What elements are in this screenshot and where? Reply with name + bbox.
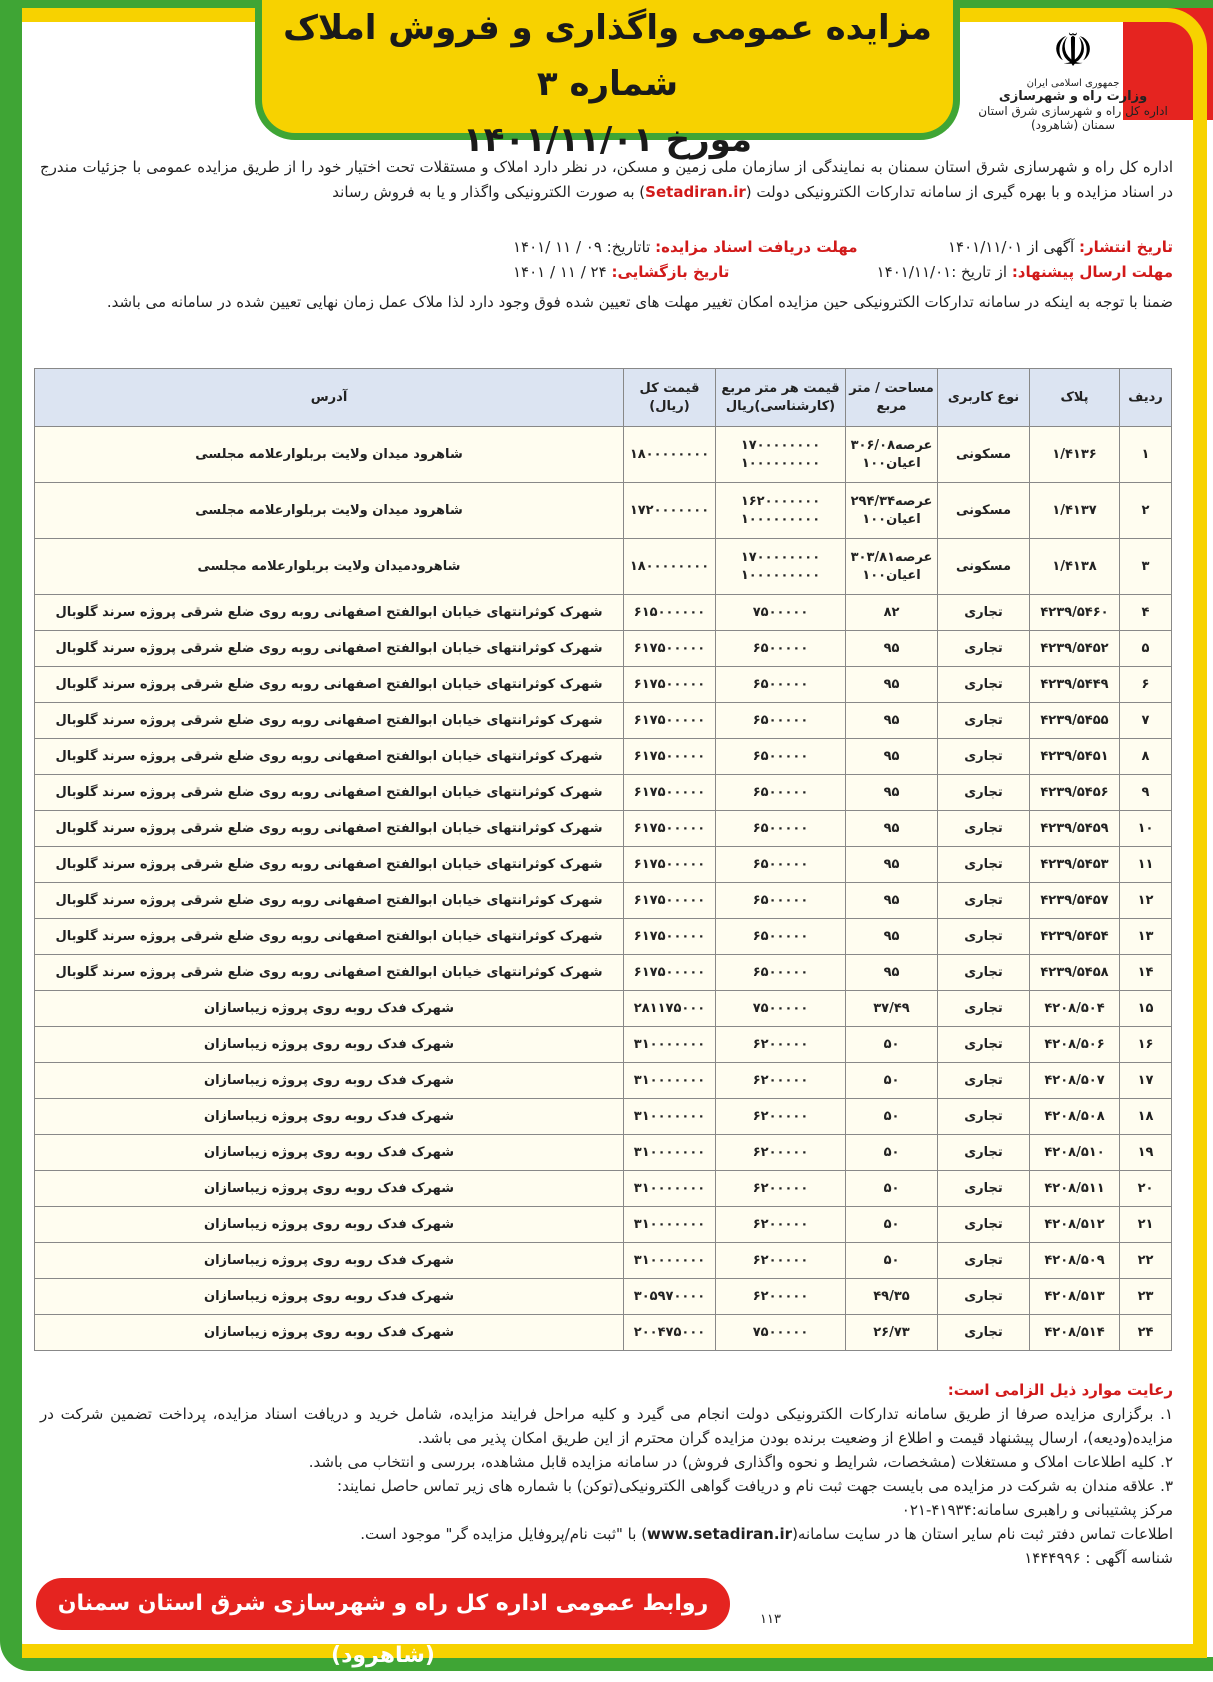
table-cell: ۱۶۲۰۰۰۰۰۰۰ ۱۰۰۰۰۰۰۰۰۰ [716, 483, 846, 539]
table-cell: شهرک کوثرانتهای خیابان ابوالفتح اصفهانی روبه روی ضلع شرقی پروژه سرند گلوبال [35, 667, 624, 703]
open-value: ۲۴ / ۱۱ / ۱۴۰۱ [513, 263, 612, 281]
table-cell: ۶۱۷۵۰۰۰۰۰ [624, 919, 716, 955]
table-cell: ۶۱۷۵۰۰۰۰۰ [624, 811, 716, 847]
table-cell: ۶۲۰۰۰۰۰ [716, 1207, 846, 1243]
table-cell: شهرک فدک روبه روی پروژه زیباسازان [35, 1243, 624, 1279]
table-cell: ۴۲۳۹/۵۴۵۵ [1030, 703, 1120, 739]
table-cell: ۶۱۷۵۰۰۰۰۰ [624, 847, 716, 883]
table-cell: ۱۹ [1120, 1135, 1172, 1171]
table-cell: ۶۵۰۰۰۰۰ [716, 631, 846, 667]
table-cell: ۹۵ [846, 775, 938, 811]
table-cell: ۲۱ [1120, 1207, 1172, 1243]
table-cell: ۳۱۰۰۰۰۰۰۰ [624, 1135, 716, 1171]
table-row [35, 631, 1172, 667]
table-cell: تجاری [938, 1027, 1030, 1063]
table-cell: ۷۵۰۰۰۰۰ [716, 595, 846, 631]
column-header: پلاک [1030, 369, 1120, 427]
open-label: تاریخ بازگشایی: [611, 263, 730, 281]
table-cell: شهرک فدک روبه روی پروژه زیباسازان [35, 1135, 624, 1171]
notes-block [40, 1378, 1173, 1570]
table-cell: ۹۵ [846, 667, 938, 703]
table-cell: ۲۰۰۴۷۵۰۰۰ [624, 1315, 716, 1351]
table-cell: ۹۵ [846, 703, 938, 739]
table-cell: ۷۵۰۰۰۰۰ [716, 991, 846, 1027]
table-cell: ۴۲۰۸/۵۱۰ [1030, 1135, 1120, 1171]
table-cell: عرصه۳۰۶/۰۸ اعیان۱۰۰ [846, 427, 938, 483]
table-cell: ۱۷۰۰۰۰۰۰۰۰ ۱۰۰۰۰۰۰۰۰۰ [716, 539, 846, 595]
table-cell: ۶۲۰۰۰۰۰ [716, 1099, 846, 1135]
table-cell: ۶۱۷۵۰۰۰۰۰ [624, 955, 716, 991]
table-cell: ۶۱۷۵۰۰۰۰۰ [624, 703, 716, 739]
table-cell: ۶۱۵۰۰۰۰۰۰ [624, 595, 716, 631]
table-cell: ۶۵۰۰۰۰۰ [716, 883, 846, 919]
table-cell: ۶۱۷۵۰۰۰۰۰ [624, 631, 716, 667]
table-cell: شهرک کوثرانتهای خیابان ابوالفتح اصفهانی روبه روی ضلع شرقی پروژه سرند گلوبال [35, 631, 624, 667]
ministry-logo [973, 22, 1173, 132]
table-cell: ۵۰ [846, 1207, 938, 1243]
table-row [35, 1099, 1172, 1135]
table-row [35, 1315, 1172, 1351]
table-cell: شهرک کوثرانتهای خیابان ابوالفتح اصفهانی روبه روی ضلع شرقی پروژه سرند گلوبال [35, 847, 624, 883]
table-cell: ۵۰ [846, 1135, 938, 1171]
table-cell: ۱/۴۱۳۶ [1030, 427, 1120, 483]
intro-text-a: اداره کل راه و شهرسازی شرق استان سمنان به نمایندگی از سازمان ملی زمین و مسکن، در نظر دارد املاک و مستقلات تحت اختیار خود را از طریق مزایده عمومی با جزئیات مندرج در اسناد مزایده و با بهره گیری از سامانه تدارکات الکترونیکی دولت ( [40, 158, 1173, 201]
table-cell: ۳۰۵۹۷۰۰۰۰ [624, 1279, 716, 1315]
table-cell: شهرک کوثرانتهای خیابان ابوالفتح اصفهانی روبه روی ضلع شرقی پروژه سرند گلوبال [35, 703, 624, 739]
table-row [35, 1243, 1172, 1279]
table-cell: ۲۴ [1120, 1315, 1172, 1351]
table-cell: ۶۵۰۰۰۰۰ [716, 667, 846, 703]
setadiran-www-link[interactable]: www.setadiran.ir [647, 1525, 793, 1543]
column-header: نوع کاربری [938, 369, 1030, 427]
table-row [35, 775, 1172, 811]
public-relations-banner: روابط عمومی اداره کل راه و شهرسازی شرق استان سمنان (شاهرود) [36, 1578, 730, 1630]
table-cell: شهرک کوثرانتهای خیابان ابوالفتح اصفهانی روبه روی ضلع شرقی پروژه سرند گلوبال [35, 595, 624, 631]
table-cell: ۶۲۰۰۰۰۰ [716, 1135, 846, 1171]
table-row [35, 883, 1172, 919]
table-cell: ۴۲۰۸/۵۱۱ [1030, 1171, 1120, 1207]
table-cell: ۶۵۰۰۰۰۰ [716, 811, 846, 847]
table-cell: تجاری [938, 811, 1030, 847]
table-cell: ۱۲ [1120, 883, 1172, 919]
table-cell: ۱۸۰۰۰۰۰۰۰۰ [624, 539, 716, 595]
table-row [35, 483, 1172, 539]
table-cell: شهرک فدک روبه روی پروژه زیباسازان [35, 1207, 624, 1243]
table-cell: ۴۲۰۸/۵۱۳ [1030, 1279, 1120, 1315]
title-line-2: مورخ ۱۴۰۱/۱۱/۰۱ [462, 120, 753, 160]
publish-label: تاریخ انتشار: [1079, 238, 1173, 256]
table-cell: ۹۵ [846, 955, 938, 991]
table-cell: ۹۵ [846, 631, 938, 667]
table-row [35, 427, 1172, 483]
column-header: قیمت کل (ریال) [624, 369, 716, 427]
column-header: آدرس [35, 369, 624, 427]
table-row [35, 1279, 1172, 1315]
table-cell: مسکونی [938, 483, 1030, 539]
table-row [35, 991, 1172, 1027]
table-cell: شهرک فدک روبه روی پروژه زیباسازان [35, 1027, 624, 1063]
table-cell: ۶۲۰۰۰۰۰ [716, 1027, 846, 1063]
table-cell: ۶۵۰۰۰۰۰ [716, 739, 846, 775]
table-cell: ۲۲ [1120, 1243, 1172, 1279]
table-cell: عرصه۲۹۴/۳۴ اعیان۱۰۰ [846, 483, 938, 539]
table-cell: ۵۰ [846, 1099, 938, 1135]
table-cell: ۵ [1120, 631, 1172, 667]
intro-text-b: ) به صورت الکترونیکی واگذار و یا به فروش رساند [332, 183, 646, 201]
page-number: ۱۱۳ [760, 1612, 781, 1627]
table-cell: ۴۲۰۸/۵۰۶ [1030, 1027, 1120, 1063]
table-cell: ۱۵ [1120, 991, 1172, 1027]
table-cell: ۶۱۷۵۰۰۰۰۰ [624, 667, 716, 703]
table-cell: مسکونی [938, 539, 1030, 595]
table-row [35, 1063, 1172, 1099]
table-cell: ۹۵ [846, 919, 938, 955]
table-cell: ۹۵ [846, 847, 938, 883]
column-header: ردیف [1120, 369, 1172, 427]
table-cell: ۱/۴۱۳۸ [1030, 539, 1120, 595]
table-cell: ۶۱۷۵۰۰۰۰۰ [624, 739, 716, 775]
table-cell: ۴۲۰۸/۵۱۴ [1030, 1315, 1120, 1351]
table-cell: ۴۲۳۹/۵۴۵۲ [1030, 631, 1120, 667]
table-cell: ۸ [1120, 739, 1172, 775]
table-cell: شهرک فدک روبه روی پروژه زیباسازان [35, 1063, 624, 1099]
support-phone: مرکز پشتیبانی و راهبری سامانه:۴۱۹۳۴-۰۲۱ [901, 1501, 1173, 1519]
table-cell: ۲ [1120, 483, 1172, 539]
table-cell: ۱۷۲۰۰۰۰۰۰۰ [624, 483, 716, 539]
table-cell: تجاری [938, 703, 1030, 739]
table-cell: ۹۵ [846, 811, 938, 847]
send-label: مهلت ارسال پیشنهاد: [1011, 263, 1173, 281]
properties-table [34, 368, 1172, 1351]
column-header: قیمت هر متر مربع (کارشناسی)ریال [716, 369, 846, 427]
title-box [255, 0, 960, 160]
table-cell: ۴۲۰۸/۵۰۸ [1030, 1099, 1120, 1135]
table-row [35, 1135, 1172, 1171]
table-row [35, 919, 1172, 955]
table-cell: ۳۱۰۰۰۰۰۰۰ [624, 1171, 716, 1207]
table-cell: شهرک فدک روبه روی پروژه زیباسازان [35, 1099, 624, 1135]
table-row [35, 595, 1172, 631]
table-cell: ۴۲۳۹/۵۴۵۱ [1030, 739, 1120, 775]
table-cell: ۴۲۳۹/۵۴۵۷ [1030, 883, 1120, 919]
table-cell: شهرک فدک روبه روی پروژه زیباسازان [35, 1315, 624, 1351]
table-cell: تجاری [938, 883, 1030, 919]
publish-value: آگهی از ۱۴۰۱/۱۱/۰۱ [947, 238, 1079, 256]
table-cell: تجاری [938, 991, 1030, 1027]
table-cell: تجاری [938, 775, 1030, 811]
table-cell: مسکونی [938, 427, 1030, 483]
table-cell: شهرک فدک روبه روی پروژه زیباسازان [35, 1279, 624, 1315]
table-cell: ۳ [1120, 539, 1172, 595]
intro-paragraph [40, 155, 1173, 205]
table-cell: ۱ [1120, 427, 1172, 483]
table-cell: ۴۲۰۸/۵۰۴ [1030, 991, 1120, 1027]
table-row [35, 955, 1172, 991]
docs-value: تاتاریخ: ۰۹ / ۱۱ /۱۴۰۱ [513, 238, 656, 256]
table-cell: شاهرود میدان ولایت بربلوارعلامه مجلسی [35, 483, 624, 539]
table-cell: تجاری [938, 919, 1030, 955]
table-cell: ۶ [1120, 667, 1172, 703]
table-cell: تجاری [938, 631, 1030, 667]
table-cell: شاهرودمیدان ولایت بربلوارعلامه مجلسی [35, 539, 624, 595]
table-cell: ۳۱۰۰۰۰۰۰۰ [624, 1243, 716, 1279]
table-cell: تجاری [938, 595, 1030, 631]
table-cell: ۶۵۰۰۰۰۰ [716, 955, 846, 991]
table-cell: ۱۸ [1120, 1099, 1172, 1135]
table-cell: ۵۰ [846, 1171, 938, 1207]
table-cell: ۱۸۰۰۰۰۰۰۰۰ [624, 427, 716, 483]
table-cell: ۶۱۷۵۰۰۰۰۰ [624, 883, 716, 919]
table-cell: تجاری [938, 847, 1030, 883]
table-cell: تجاری [938, 955, 1030, 991]
table-cell: شهرک فدک روبه روی پروژه زیباسازان [35, 1171, 624, 1207]
table-cell: ۴۲۳۹/۵۴۵۴ [1030, 919, 1120, 955]
table-cell: شهرک کوثرانتهای خیابان ابوالفتح اصفهانی روبه روی ضلع شرقی پروژه سرند گلوبال [35, 955, 624, 991]
iran-emblem-icon: ☫ [1052, 23, 1094, 77]
table-cell: شهرک کوثرانتهای خیابان ابوالفتح اصفهانی روبه روی ضلع شرقی پروژه سرند گلوبال [35, 739, 624, 775]
table-cell: ۱۷۰۰۰۰۰۰۰۰ ۱۰۰۰۰۰۰۰۰۰ [716, 427, 846, 483]
table-cell: ۴۲۳۹/۵۴۵۹ [1030, 811, 1120, 847]
table-cell: تجاری [938, 1243, 1030, 1279]
table-cell: ۴۲۳۹/۵۴۵۶ [1030, 775, 1120, 811]
table-cell: ۴۲۰۸/۵۰۹ [1030, 1243, 1120, 1279]
table-cell: ۶۵۰۰۰۰۰ [716, 703, 846, 739]
table-cell: شاهرود میدان ولایت بربلوارعلامه مجلسی [35, 427, 624, 483]
contact-text-a: اطلاعات تماس دفتر ثبت نام سایر استان ها در سایت سامانه( [792, 1525, 1173, 1543]
table-row [35, 667, 1172, 703]
table-cell: ۱۱ [1120, 847, 1172, 883]
logo-line-2: وزارت راه و شهرسازی [998, 89, 1148, 104]
table-cell: ۷۵۰۰۰۰۰ [716, 1315, 846, 1351]
table-cell: تجاری [938, 1135, 1030, 1171]
table-cell: ۳۷/۴۹ [846, 991, 938, 1027]
contact-line [40, 1522, 1173, 1546]
table-row [35, 1027, 1172, 1063]
table-cell: شهرک کوثرانتهای خیابان ابوالفتح اصفهانی روبه روی ضلع شرقی پروژه سرند گلوبال [35, 811, 624, 847]
table-cell: ۹۵ [846, 883, 938, 919]
table-cell: ۴۲۳۹/۵۴۴۹ [1030, 667, 1120, 703]
table-cell: تجاری [938, 1063, 1030, 1099]
table-row [35, 1171, 1172, 1207]
logo-line-1: جمهوری اسلامی ایران [1026, 78, 1120, 89]
table-cell: ۵۰ [846, 1027, 938, 1063]
table-cell: ۱۰ [1120, 811, 1172, 847]
table-cell: ۴۲۰۸/۵۰۷ [1030, 1063, 1120, 1099]
table-cell: ۲۳ [1120, 1279, 1172, 1315]
table-cell: ۴۹/۳۵ [846, 1279, 938, 1315]
table-cell: ۲۰ [1120, 1171, 1172, 1207]
table-cell: ۸۲ [846, 595, 938, 631]
table-cell: ۱۴ [1120, 955, 1172, 991]
table-cell: ۶۲۰۰۰۰۰ [716, 1243, 846, 1279]
table-cell: شهرک کوثرانتهای خیابان ابوالفتح اصفهانی روبه روی ضلع شرقی پروژه سرند گلوبال [35, 775, 624, 811]
table-cell: تجاری [938, 1315, 1030, 1351]
ad-id: شناسه آگهی : ۱۴۴۴۹۹۶ [1024, 1549, 1173, 1567]
table-cell: ۲۸۱۱۷۵۰۰۰ [624, 991, 716, 1027]
table-cell: ۱۳ [1120, 919, 1172, 955]
table-row [35, 739, 1172, 775]
table-cell: تجاری [938, 667, 1030, 703]
column-header: مساحت / متر مربع [846, 369, 938, 427]
docs-label: مهلت دریافت اسناد مزایده: [655, 238, 858, 256]
table-cell: ۶۱۷۵۰۰۰۰۰ [624, 775, 716, 811]
table-cell: ۶۲۰۰۰۰۰ [716, 1171, 846, 1207]
table-cell: ۶۵۰۰۰۰۰ [716, 919, 846, 955]
table-row [35, 703, 1172, 739]
setadiran-link[interactable]: Setadiran.ir [645, 183, 746, 201]
table-cell: ۳۱۰۰۰۰۰۰۰ [624, 1027, 716, 1063]
send-value: از تاریخ :۱۴۰۱/۱۱/۰۱ [876, 263, 1012, 281]
notes-title: رعایت موارد ذیل الزامی است: [947, 1381, 1173, 1399]
table-row [35, 1207, 1172, 1243]
note-1: ۱. برگزاری مزایده صرفا از طریق سامانه تدارکات الکترونیکی دولت انجام می گیرد و کلیه مراحل فرایند مزایده، شامل خرید و دریافت اسناد مزایده، پرداخت تضمین شرکت در مزایده(ودیعه)، ارسال پیشنهاد قیمت و اطلاع از وضعیت برنده بودن مزایده گران محترم از این طریق امکان پذیر می باشد. [40, 1405, 1173, 1447]
table-cell: ۵۰ [846, 1243, 938, 1279]
table-row [35, 811, 1172, 847]
table-cell: عرصه۳۰۳/۸۱ اعیان۱۰۰ [846, 539, 938, 595]
table-cell: شهرک کوثرانتهای خیابان ابوالفتح اصفهانی روبه روی ضلع شرقی پروژه سرند گلوبال [35, 883, 624, 919]
table-cell: ۱۶ [1120, 1027, 1172, 1063]
table-cell: ۷ [1120, 703, 1172, 739]
table-cell: ۳۱۰۰۰۰۰۰۰ [624, 1207, 716, 1243]
contact-text-b: ) با "ثبت نام/پروفایل مزایده گر" موجود است. [360, 1525, 648, 1543]
logo-line-3: اداره کل راه و شهرسازی شرق استان سمنان (شاهرود) [978, 104, 1168, 132]
table-cell: ۱۷ [1120, 1063, 1172, 1099]
table-cell: تجاری [938, 1207, 1030, 1243]
table-cell: تجاری [938, 1171, 1030, 1207]
table-cell: تجاری [938, 739, 1030, 775]
note-3: ۳. علاقه مندان به شرکت در مزایده می بایست جهت ثبت نام و دریافت گواهی الکترونیکی(توکن) با شماره های زیر تماس حاصل نمایند: [337, 1477, 1173, 1495]
table-cell: شهرک کوثرانتهای خیابان ابوالفتح اصفهانی روبه روی ضلع شرقی پروژه سرند گلوبال [35, 919, 624, 955]
table-row [35, 539, 1172, 595]
table-cell: ۲۶/۷۳ [846, 1315, 938, 1351]
dates-block [40, 235, 1173, 285]
note-2: ۲. کلیه اطلاعات املاک و مستغلات (مشخصات، شرایط و نحوه واگذاری فروش) در سامانه مزایده قابل مشاهده، بررسی و انتخاب می باشد. [308, 1453, 1173, 1471]
table-cell: ۹۵ [846, 739, 938, 775]
table-cell: تجاری [938, 1099, 1030, 1135]
table-cell: ۴۲۳۹/۵۴۵۳ [1030, 847, 1120, 883]
table-cell: شهرک فدک روبه روی پروژه زیباسازان [35, 991, 624, 1027]
table-cell: ۳۱۰۰۰۰۰۰۰ [624, 1099, 716, 1135]
table-cell: ۵۰ [846, 1063, 938, 1099]
table-cell: ۶۵۰۰۰۰۰ [716, 775, 846, 811]
table-cell: ۶۲۰۰۰۰۰ [716, 1279, 846, 1315]
table-cell: ۱/۴۱۳۷ [1030, 483, 1120, 539]
table-cell: ۹ [1120, 775, 1172, 811]
table-cell: ۴۲۰۸/۵۱۲ [1030, 1207, 1120, 1243]
table-cell: ۶۵۰۰۰۰۰ [716, 847, 846, 883]
table-cell: ۳۱۰۰۰۰۰۰۰ [624, 1063, 716, 1099]
table-cell: تجاری [938, 1279, 1030, 1315]
table-cell: ۴۲۳۹/۵۴۵۸ [1030, 955, 1120, 991]
table-cell: ۴۲۳۹/۵۴۶۰ [1030, 595, 1120, 631]
title-line-1: مزایده عمومی واگذاری و فروش املاک شماره ۳ [283, 8, 932, 104]
table-row [35, 847, 1172, 883]
table-cell: ۶۲۰۰۰۰۰ [716, 1063, 846, 1099]
intro-note: ضمنا با توجه به اینکه در سامانه تدارکات الکترونیکی حین مزایده امکان تغییر مهلت های تعیین شده فوق وجود دارد لذا ملاک عمل زمان نهایی تعیین شده در سامانه می باشد. [106, 293, 1173, 311]
table-cell: ۴ [1120, 595, 1172, 631]
